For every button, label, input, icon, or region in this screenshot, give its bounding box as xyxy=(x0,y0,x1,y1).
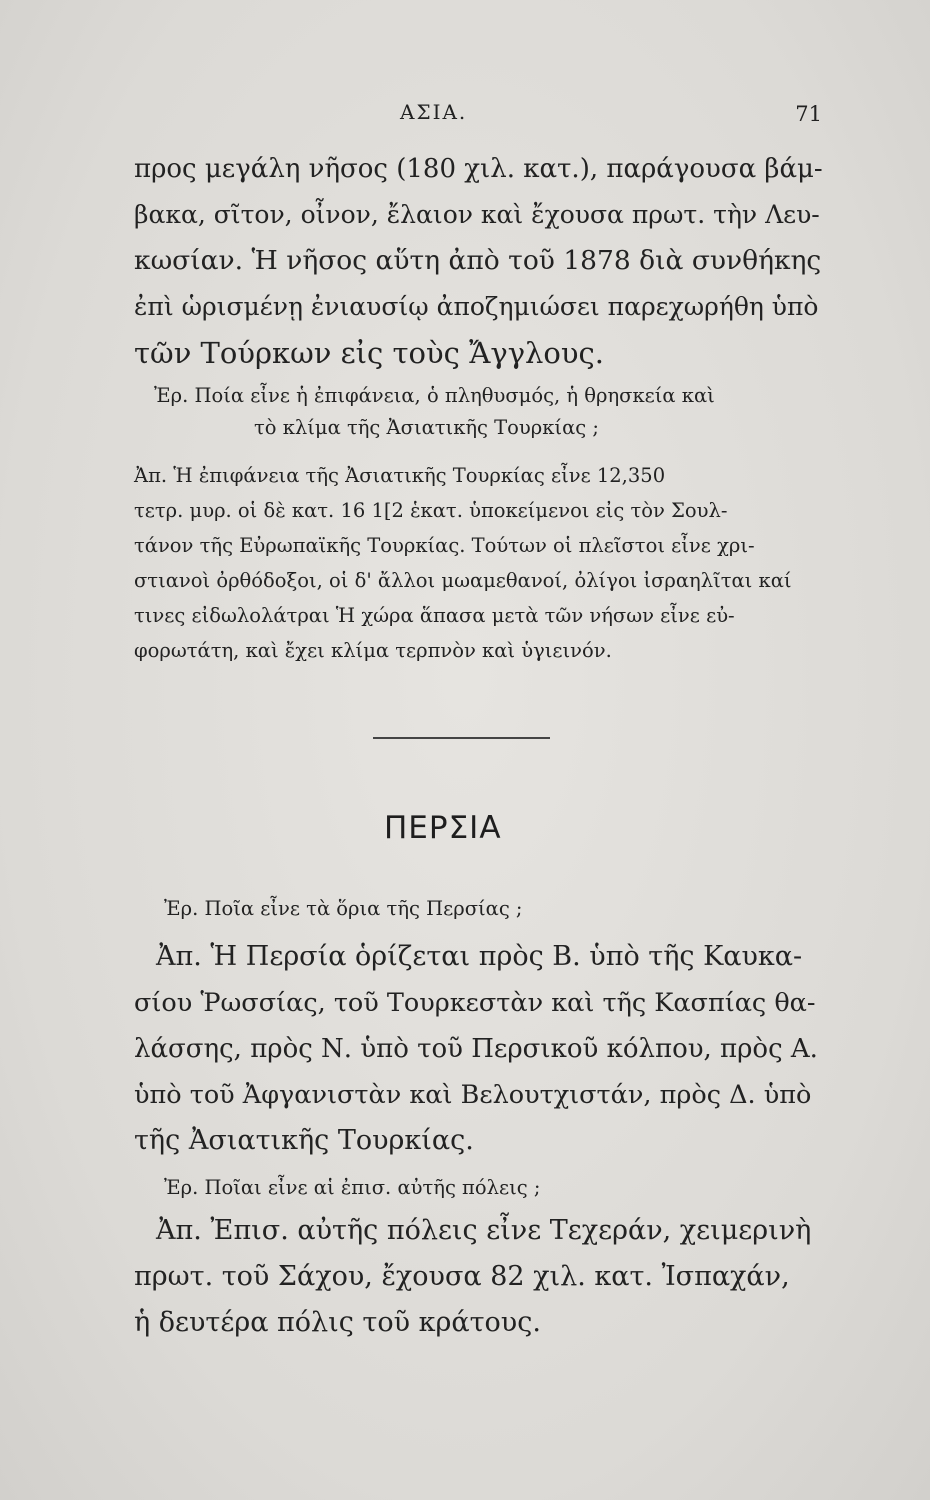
answer-line: τῆς Ἀσιατικῆς Τουρκίας. xyxy=(134,1125,474,1156)
answer-line: ὑπὸ τοῦ Ἀφγανιστὰν καὶ Βελουτχιστάν, πρὸς Δ. ὑπὸ xyxy=(134,1080,812,1110)
running-head xyxy=(0,100,930,130)
text-line: ἐπὶ ὡρισμένῃ ἐνιαυσίῳ ἀποζημιώσει παρεχωρήθη ὑπὸ xyxy=(134,292,819,321)
answer-line: σίου Ῥωσσίας, τοῦ Τουρκεστὰν καὶ τῆς Κασπίας θα- xyxy=(134,988,816,1018)
section-title: ΠΕΡΣΙΑ xyxy=(384,810,502,846)
text-line: κωσίαν. Ἡ νῆσος αὕτη ἀπὸ τοῦ 1878 διὰ συνθήκης xyxy=(134,245,822,276)
answer-line: ἡ δευτέρα πόλις τοῦ κράτους. xyxy=(134,1307,541,1338)
paragraph-cyprus xyxy=(134,146,824,376)
answer-line: λάσσης, πρὸς Ν. ὑπὸ τοῦ Περσικοῦ κόλπου, πρὸς Α. xyxy=(134,1034,818,1064)
answer-persia-borders xyxy=(134,934,824,1164)
text-line: προς μεγάλη νῆσος (180 χιλ. κατ.), παράγουσα βάμ- xyxy=(134,154,823,184)
question-turkey xyxy=(134,380,824,444)
answer-line: Ἀπ. Ἡ Περσία ὁρίζεται πρὸς Β. ὑπὸ τῆς Καυκα- xyxy=(156,941,803,972)
answer-line: τετρ. μυρ. οἱ δὲ κατ. 16 1[2 ἑκατ. ὑποκείμενοι εἰς τὸν Σουλ- xyxy=(134,499,728,522)
answer-line: πρωτ. τοῦ Σάχου, ἔχουσα 82 χιλ. κατ. Ἰσπαχάν, xyxy=(134,1261,790,1292)
question-line: Ἐρ. Ποῖαι εἶνε αἱ ἐπισ. αὐτῆς πόλεις ; xyxy=(164,1176,541,1199)
section-divider xyxy=(373,737,550,739)
question-line: Ἐρ. Ποῖα εἶνε τὰ ὅρια τῆς Περσίας ; xyxy=(164,897,523,920)
question-persia-borders xyxy=(134,893,824,925)
page-number: 71 xyxy=(795,102,822,126)
question-line: τὸ κλίμα τῆς Ἀσιατικῆς Τουρκίας ; xyxy=(254,416,599,439)
answer-line: στιανοὶ ὀρθόδοξοι, οἱ δ' ἄλλοι μωαμεθανοί, ὀλίγοι ἰσραηλῖται καί xyxy=(134,569,792,592)
answer-persia-cities xyxy=(134,1208,824,1346)
text-line: τῶν Τούρκων εἰς τοὺς Ἄγγλους. xyxy=(134,336,604,370)
answer-line: Ἀπ. Ἡ ἐπιφάνεια τῆς Ἀσιατικῆς Τουρκίας εἶνε 12,350 xyxy=(134,464,666,487)
answer-line: φορωτάτη, καὶ ἔχει κλίμα τερπνὸν καὶ ὑγιεινόν. xyxy=(134,639,612,662)
answer-line: τινες εἰδωλολάτραι Ἡ χώρα ἅπασα μετὰ τῶν νήσων εἶνε εὐ- xyxy=(134,604,735,627)
answer-turkey xyxy=(134,458,824,668)
text-line: βακα, σῖτον, οἶνον, ἔλαιον καὶ ἔχουσα πρωτ. τὴν Λευ- xyxy=(134,200,820,229)
running-title: ΑΣΙΑ. xyxy=(400,100,468,124)
answer-line: Ἀπ. Ἐπισ. αὐτῆς πόλεις εἶνε Τεχεράν, χειμερινὴ xyxy=(156,1215,812,1246)
answer-line: τάνον τῆς Εὐρωπαϊκῆς Τουρκίας. Τούτων οἱ πλεῖστοι εἶνε χρι- xyxy=(134,534,755,557)
question-persia-cities xyxy=(134,1172,824,1204)
question-line: Ἐρ. Ποία εἶνε ἡ ἐπιφάνεια, ὁ πληθυσμός, ἡ θρησκεία καὶ xyxy=(154,384,715,407)
